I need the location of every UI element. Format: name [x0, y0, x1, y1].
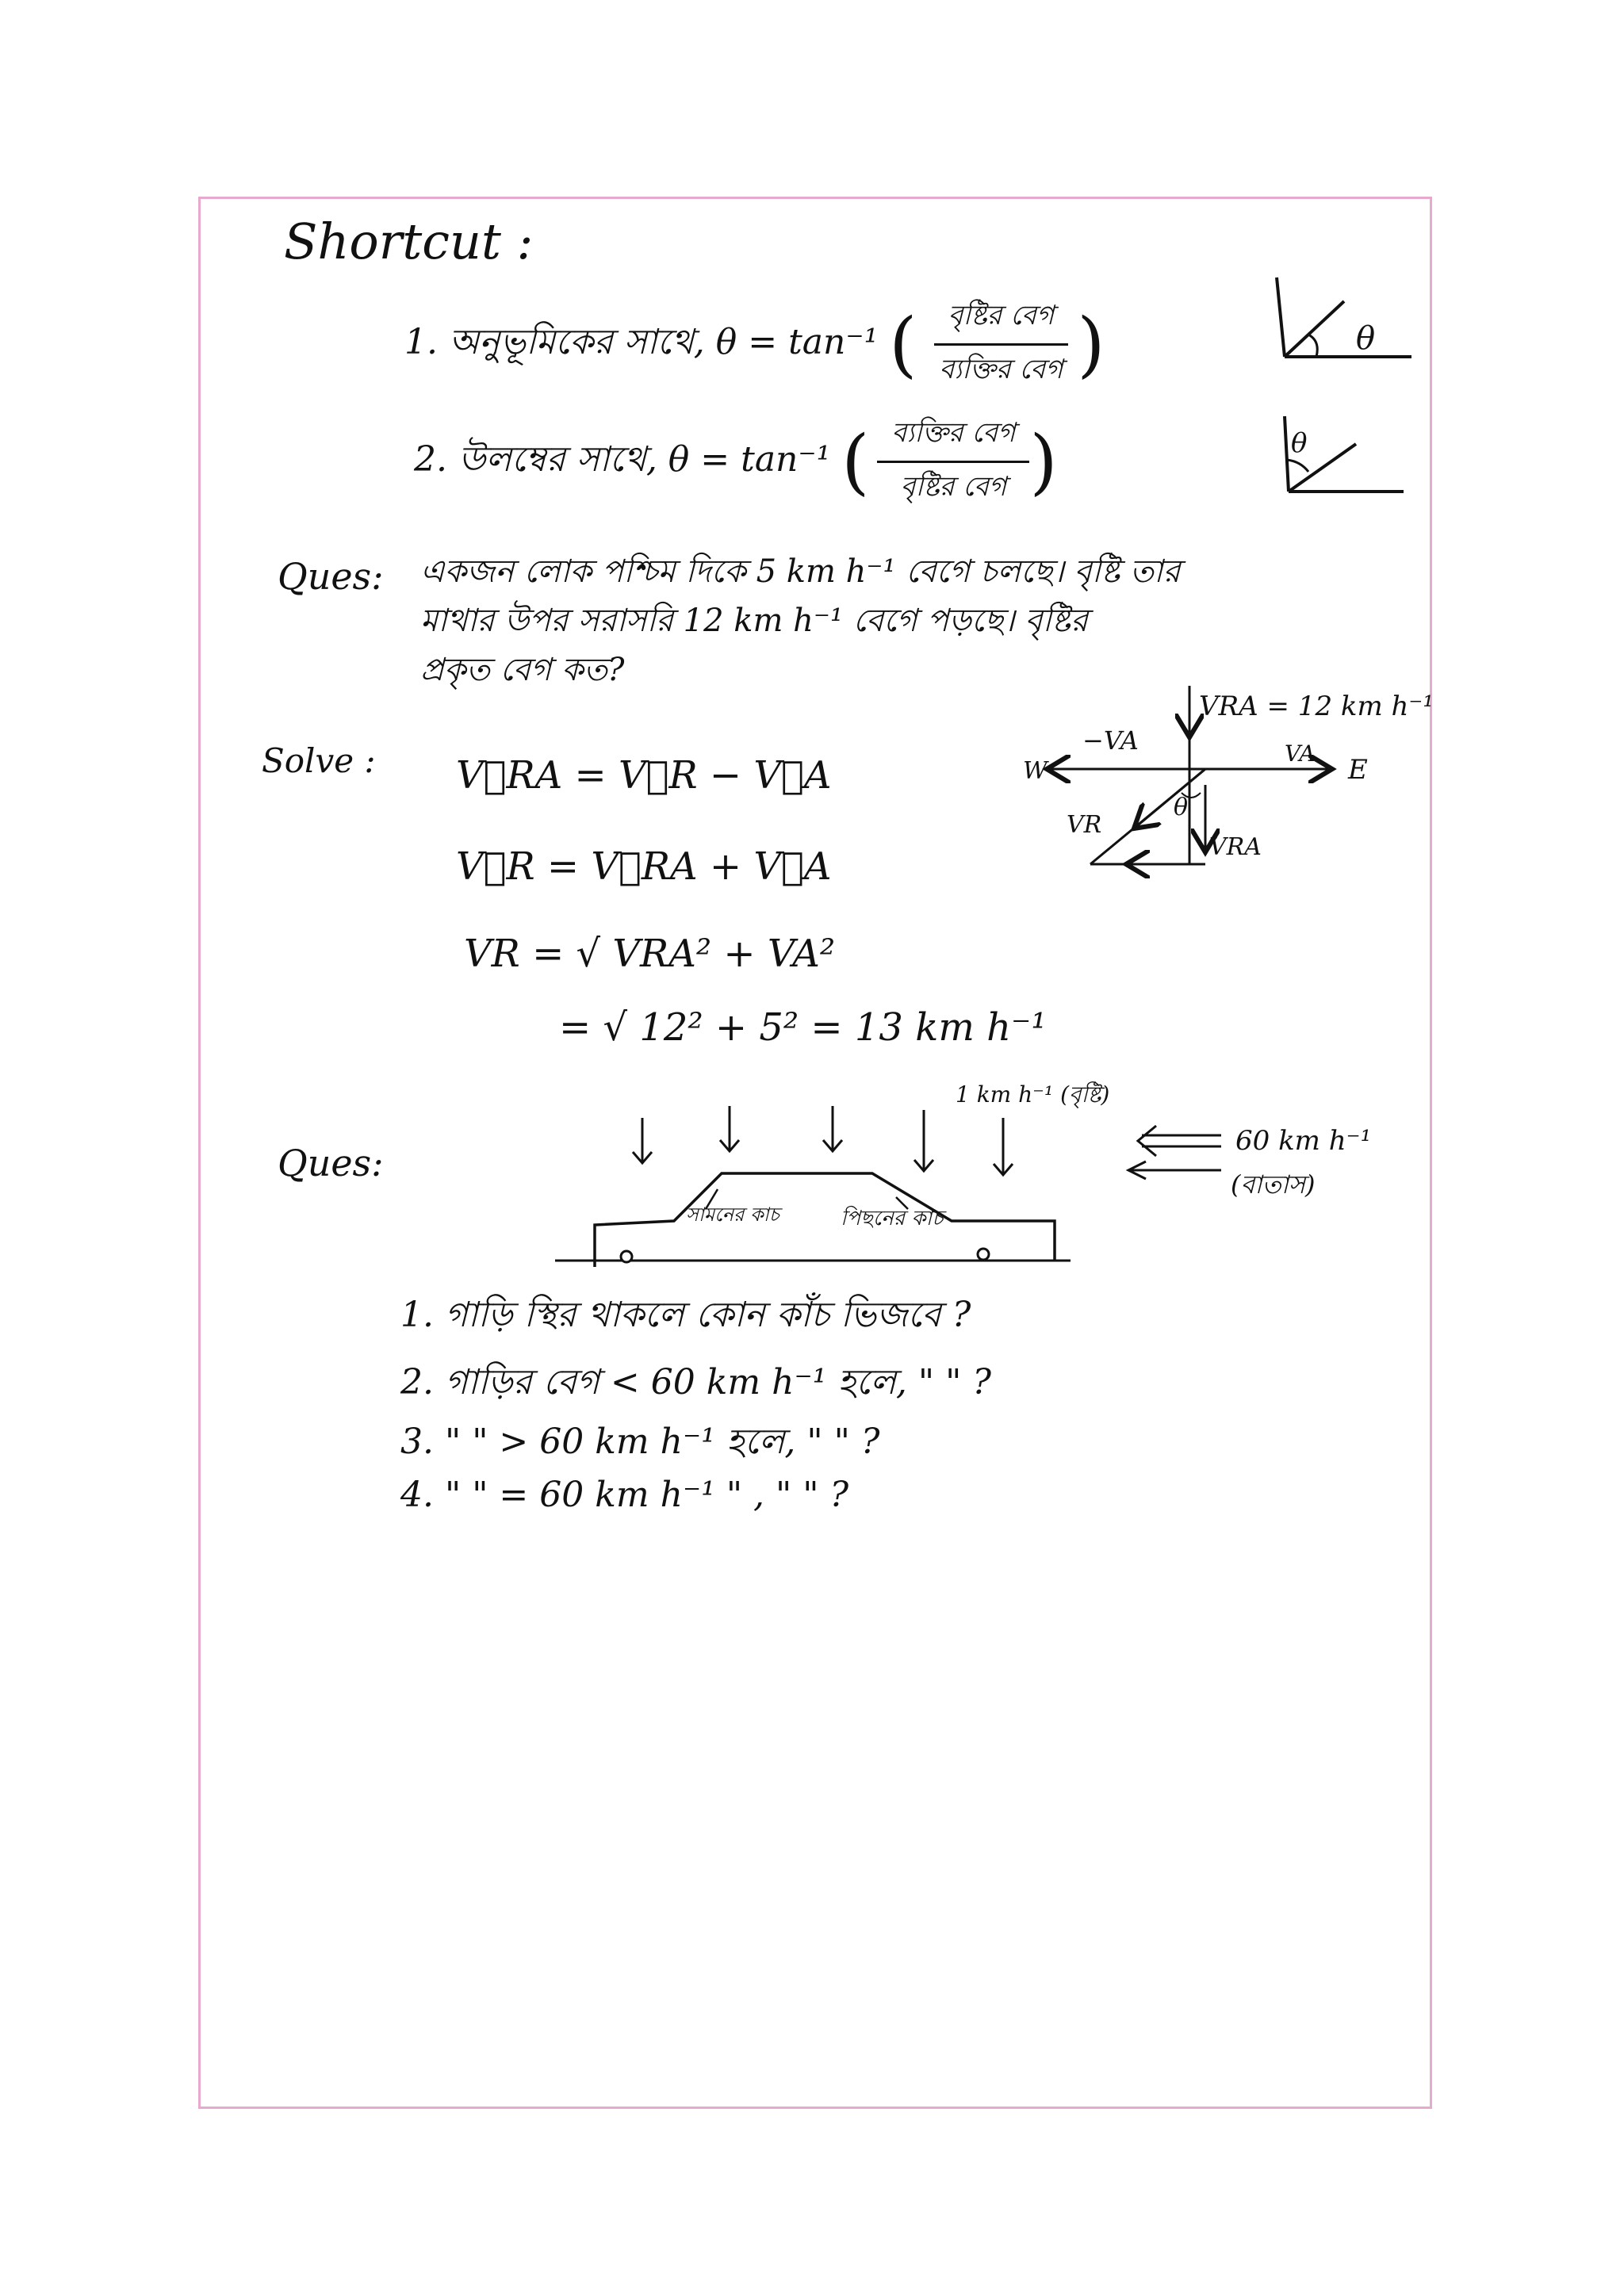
subquestion-4	[400, 1475, 848, 1515]
rule-2-number: 2.	[414, 439, 447, 480]
theta-label: θ	[1291, 427, 1308, 459]
page-title: Shortcut :	[284, 212, 534, 270]
va-label: VA	[1285, 740, 1316, 767]
theta-label: θ	[1174, 794, 1189, 821]
subquestion-2	[400, 1356, 991, 1414]
vra-label: VRA = 12 km h⁻¹	[1199, 691, 1434, 722]
rule-1-number: 1.	[404, 322, 438, 362]
rule-1	[404, 295, 1105, 394]
angle-sketch-vertical	[1269, 412, 1427, 499]
angle-sketch-horizontal	[1269, 270, 1427, 365]
paren-close: )	[1029, 420, 1058, 503]
vr-arrow	[1134, 769, 1205, 828]
neg-va-label: −VA	[1082, 725, 1139, 756]
subquestion-4-text: " " = 60 km h⁻¹ " , " " ?	[444, 1475, 849, 1515]
question-1-line-3: প্রকৃত বেগ কত?	[420, 652, 625, 688]
subquestion-2-number: 2.	[400, 1362, 434, 1402]
equation-3: VR = √ VRA² + VA²	[464, 932, 836, 976]
rule-1-denominator: ব্যক্তির বেগ	[939, 354, 1063, 385]
subquestion-1-number: 1.	[400, 1295, 434, 1335]
wind-speed-label: 60 km h⁻¹	[1235, 1125, 1372, 1157]
question-2-label: Ques:	[278, 1142, 384, 1184]
subquestion-2-text: গাড়ির বেগ < 60 km h⁻¹ হলে, " " ?	[444, 1362, 991, 1402]
equation-1: V⃗RA = V⃗R − V⃗A	[456, 753, 832, 798]
paren-open: (	[889, 303, 917, 386]
rule-1-text: অনুভূমিকের সাথে, θ = tan⁻¹	[448, 322, 879, 362]
question-1-line-1: একজন লোক পশ্চিম দিকে 5 km h⁻¹ বেগে চলছে। বৃষ্টি তার	[420, 553, 1181, 590]
question-1-line-2: মাথার উপর সরাসরি 12 km h⁻¹ বেগে পড়ছে। বৃষ্টির	[420, 603, 1089, 639]
subquestion-1	[400, 1288, 971, 1346]
front-glass-label: সামনের কাচ	[686, 1203, 779, 1226]
wind-arrowhead	[1138, 1126, 1156, 1156]
question-1-label: Ques:	[278, 555, 384, 598]
car-wheel-front	[978, 1249, 989, 1260]
rule-1-numerator: বৃষ্টির বেগ	[934, 295, 1069, 346]
equation-2: V⃗R = V⃗RA + V⃗A	[456, 844, 832, 889]
rule-1-fraction	[925, 295, 1077, 394]
subquestion-1-text: গাড়ি স্থির থাকলে কোন কাঁচ ভিজবে ?	[444, 1295, 971, 1335]
paren-open: (	[841, 420, 870, 503]
east-label: E	[1348, 754, 1368, 786]
theta-label: θ	[1356, 320, 1376, 357]
subquestion-3-number: 3.	[400, 1422, 434, 1462]
rule-2-text: উলম্বের সাথে, θ = tan⁻¹	[458, 439, 831, 480]
rule-2-fraction	[877, 412, 1029, 511]
subquestion-3	[400, 1415, 879, 1473]
solve-label: Solve :	[262, 741, 376, 780]
rule-2	[414, 412, 1058, 511]
west-label: W	[1023, 757, 1048, 785]
vr-label: VR	[1067, 811, 1102, 839]
rule-2-numerator: ব্যক্তির বেগ	[877, 412, 1029, 463]
car-wheel-rear	[621, 1251, 632, 1262]
subquestion-3-text: " " > 60 km h⁻¹ হলে, " " ?	[444, 1422, 880, 1462]
subquestion-4-number: 4.	[400, 1475, 434, 1515]
rain-speed-label: 1 km h⁻¹ (বৃষ্টি)	[956, 1081, 1110, 1108]
car-diagram	[539, 1070, 1411, 1269]
vector-diagram	[1015, 682, 1434, 888]
wind-label: (বাতাস)	[1231, 1169, 1316, 1200]
paren-close: )	[1077, 303, 1105, 386]
vra-short-label: VRA	[1209, 833, 1262, 861]
equation-4: = √ 12² + 5² = 13 km h⁻¹	[559, 1005, 1047, 1050]
rule-2-denominator: বৃষ্টির বেগ	[900, 471, 1007, 503]
rear-glass-label: পিছনের কাচ	[841, 1207, 944, 1230]
